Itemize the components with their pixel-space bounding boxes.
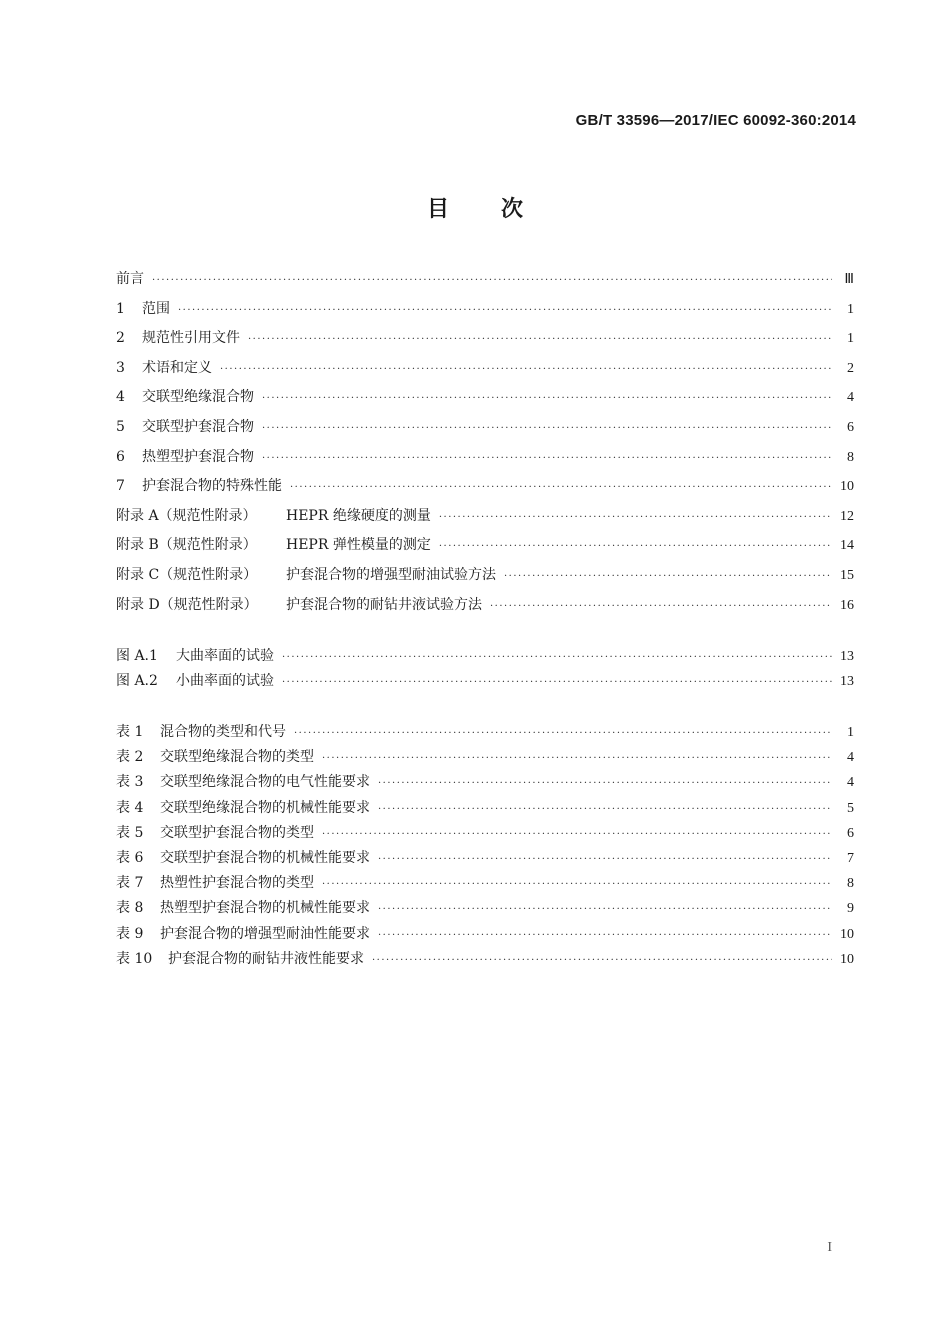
toc-table-entry[interactable] [116,746,854,771]
dot-leader [372,955,832,966]
toc-entry-label: 护套混合物的增强型耐油试验方法 [286,566,496,583]
table-page: 5 [847,800,854,816]
dot-leader [378,904,832,915]
toc-entry[interactable] [116,386,854,416]
toc-entry-page: 14 [840,538,854,554]
table-page: 7 [847,850,854,866]
dot-leader [152,275,832,286]
toc-entry-number: 附录 A（规范性附录） [116,507,257,524]
dot-leader [290,482,832,493]
toc-entry-number: 5 [116,418,125,435]
toc-entry-page: 1 [847,331,854,347]
toc-entry-page: 15 [840,567,854,583]
toc-entry[interactable] [116,594,854,624]
dot-leader [262,423,832,434]
table-label: 交联型绝缘混合物的机械性能要求 [160,799,370,816]
table-page: 4 [847,775,854,791]
toc-entry[interactable] [116,268,854,298]
toc-entry-number: 3 [116,359,125,376]
toc-entry-number: 附录 D（规范性附录） [116,596,258,613]
toc-entry-label: 前言 [116,271,144,287]
toc-entry-label: 护套混合物的耐钻井液试验方法 [286,596,482,613]
toc-entry[interactable] [116,298,854,328]
toc-entry-number: 6 [116,448,125,465]
toc-table-entry[interactable] [116,771,854,796]
dot-leader [248,334,832,345]
toc-table-entry[interactable] [116,721,854,746]
dot-leader [322,753,832,764]
toc-entry-page: 6 [847,419,854,435]
dot-leader [220,364,832,375]
table-page: 8 [847,876,854,892]
table-page: 10 [840,926,854,942]
toc-entry-label: 热塑型护套混合物 [142,448,254,465]
table-number: 表 1 [116,724,144,740]
dot-leader [294,728,832,739]
table-page: 10 [840,951,854,967]
title-char-2: 次 [501,197,524,222]
toc-entry-page: 4 [847,390,854,406]
dot-leader [178,305,832,316]
toc-figures [116,645,854,695]
dot-leader [262,393,832,404]
toc-table-entry[interactable] [116,923,854,948]
toc-entry-label: 护套混合物的特殊性能 [142,478,282,495]
toc-entry[interactable] [116,534,854,564]
table-label: 交联型绝缘混合物的电气性能要求 [160,774,370,791]
dot-leader [439,541,832,552]
standard-code-header: GB/T 33596—2017/IEC 60092-360:2014 [575,112,856,129]
table-number: 表 8 [116,900,144,917]
page-number: I [827,1240,832,1255]
toc-entry-label: 规范性引用文件 [142,330,240,347]
table-page: 4 [847,750,854,766]
table-label: 交联型绝缘混合物的类型 [160,749,314,766]
toc-entry-label: HEPR 绝缘硬度的测量 [286,507,431,524]
figure-label: 大曲率面的试验 [176,648,274,664]
table-page: 9 [847,901,854,917]
table-number: 表 6 [116,849,144,866]
table-number: 表 7 [116,875,144,892]
table-label: 交联型护套混合物的机械性能要求 [160,849,370,866]
figure-label: 小曲率面的试验 [176,673,274,690]
toc-table-entry[interactable] [116,872,854,897]
toc-entry-page: 8 [847,449,854,465]
toc-entry-page: 12 [840,508,854,524]
toc-entry[interactable] [116,327,854,357]
dot-leader [378,778,832,789]
toc-entry-page: 2 [847,360,854,376]
toc-entry[interactable] [116,505,854,535]
figure-page: 13 [840,674,854,690]
title-char-1: 目 [426,197,449,222]
toc-entry[interactable] [116,416,854,446]
toc-table-entry[interactable] [116,948,854,973]
toc-table-entry[interactable] [116,847,854,872]
toc-entry-label: 术语和定义 [142,359,212,376]
table-number: 表 3 [116,774,144,791]
dot-leader [378,804,832,815]
toc-sections [116,268,854,623]
toc-figure-entry[interactable] [116,670,854,695]
toc-entry-number: 2 [116,330,125,347]
dot-leader [378,854,832,865]
toc-table-entry[interactable] [116,822,854,847]
toc-entry-page: 16 [840,597,854,613]
figure-number: 图 A.1 [116,648,158,664]
table-number: 表 2 [116,749,144,766]
toc-entry-label: 交联型绝缘混合物 [142,389,254,406]
toc-entry-page: Ⅲ [844,272,854,287]
toc-entry-number: 1 [116,300,125,317]
toc-entry-page: 1 [847,301,854,317]
table-number: 表 9 [116,925,144,942]
table-label: 热塑型护套混合物的机械性能要求 [160,900,370,917]
toc-entry[interactable] [116,475,854,505]
dot-leader [282,652,832,663]
toc-entry-label: 交联型护套混合物 [142,418,254,435]
toc-entry-number: 4 [116,389,125,406]
figure-number: 图 A.2 [116,673,158,690]
dot-leader [262,453,832,464]
toc-entry-number: 附录 C（规范性附录） [116,566,258,583]
table-label: 热塑性护套混合物的类型 [160,875,314,892]
page-title [0,192,950,223]
table-label: 护套混合物的耐钻井液性能要求 [168,950,364,967]
toc-entry[interactable] [116,357,854,387]
table-number: 表 4 [116,799,144,816]
toc-tables [116,721,854,973]
table-page: 6 [847,825,854,841]
dot-leader [322,879,832,890]
toc-figure-entry[interactable] [116,645,854,670]
dot-leader [378,930,832,941]
figure-page: 13 [840,649,854,664]
dot-leader [439,512,832,523]
table-label: 护套混合物的增强型耐油性能要求 [160,925,370,942]
toc-entry-label: HEPR 弹性模量的测定 [286,537,431,554]
toc-entry[interactable] [116,564,854,594]
table-page: 1 [847,725,854,740]
toc-entry-page: 10 [840,479,854,495]
toc-table-entry[interactable] [116,797,854,822]
toc-entry-number: 附录 B（规范性附录） [116,537,257,554]
toc-table-entry[interactable] [116,897,854,922]
dot-leader [282,677,832,688]
table-label: 混合物的类型和代号 [160,724,286,740]
dot-leader [504,571,832,582]
table-label: 交联型护套混合物的类型 [160,824,314,841]
toc-entry-label: 范围 [142,300,170,317]
dot-leader [490,601,832,612]
toc-entry[interactable] [116,446,854,476]
table-number: 表 5 [116,824,144,841]
toc-entry-number: 7 [116,478,125,495]
table-number: 表 10 [116,950,153,967]
dot-leader [322,829,832,840]
